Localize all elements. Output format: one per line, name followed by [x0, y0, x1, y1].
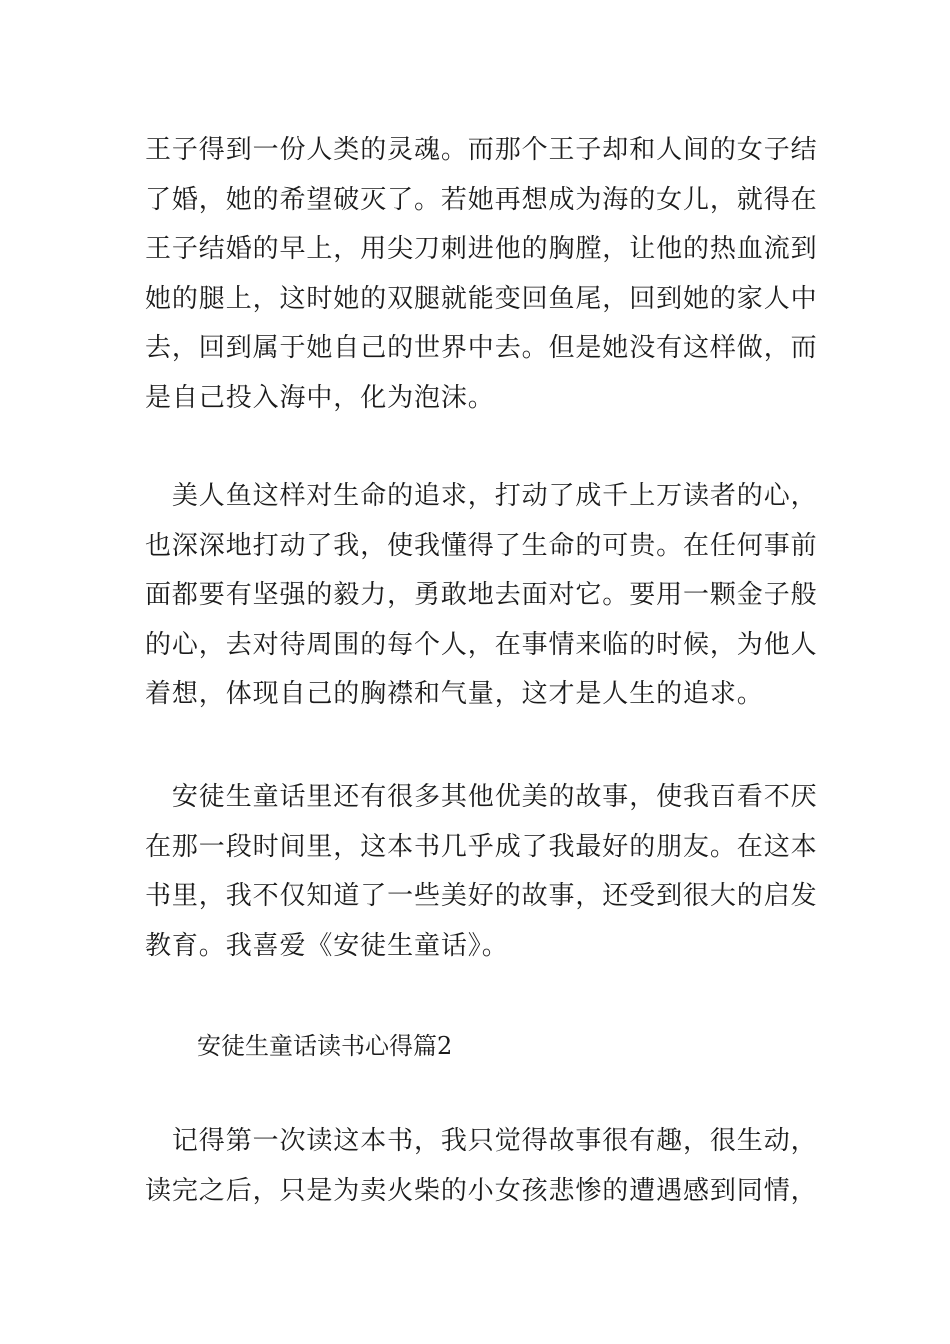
text-line: 是自己投入海中，化为泡沫。 — [145, 382, 495, 413]
text-line: 教育。我喜爱《安徒生童话》。 — [145, 930, 509, 961]
paragraph-1 — [145, 126, 818, 423]
text-line: 读完之后，只是为卖火柴的小女孩悲惨的遭遇感到同情， — [145, 1175, 818, 1206]
text-line: 书里，我不仅知道了一些美好的故事，还受到很大的启发 — [145, 881, 818, 911]
text-line: 在那一段时间里，这本书几乎成了我最好的朋友。在这本 — [145, 831, 818, 862]
paragraph-3 — [145, 773, 818, 971]
text-line: 王子得到一份人类的灵魂。而那个王子却和人间的女子结 — [145, 135, 818, 165]
text-line: 去，回到属于她自己的世界中去。但是她没有这样做，而 — [145, 333, 818, 363]
text-line: 王子结婚的早上，用尖刀刺进他的胸膛，让他的热血流到 — [145, 234, 818, 264]
text-line: 记得第一次读这本书，我只觉得故事很有趣，很生动， — [145, 1126, 818, 1156]
text-line: 也深深地打动了我，使我懂得了生命的可贵。在任何事前 — [145, 530, 818, 561]
text-line: 的心，去对待周围的每个人，在事情来临的时候，为他人 — [145, 629, 818, 660]
text-line: 安徒生童话里还有很多其他优美的故事，使我百看不厌 — [145, 782, 818, 812]
text-line: 美人鱼这样对生命的追求，打动了成千上万读者的心， — [145, 481, 818, 511]
paragraph-2 — [145, 472, 818, 720]
text-line: 她的腿上，这时她的双腿就能变回鱼尾，回到她的家人中 — [145, 283, 818, 314]
text-line: 了婚，她的希望破灭了。若她再想成为海的女儿，就得在 — [145, 184, 818, 215]
text-line: 面都要有坚强的毅力，勇敢地去面对它。要用一颗金子般 — [145, 580, 818, 610]
section-heading: 安徒生童话读书心得篇2 — [197, 1032, 453, 1060]
text-line: 着想，体现自己的胸襟和气量，这才是人生的追求。 — [145, 679, 764, 709]
paragraph-4 — [145, 1117, 818, 1216]
